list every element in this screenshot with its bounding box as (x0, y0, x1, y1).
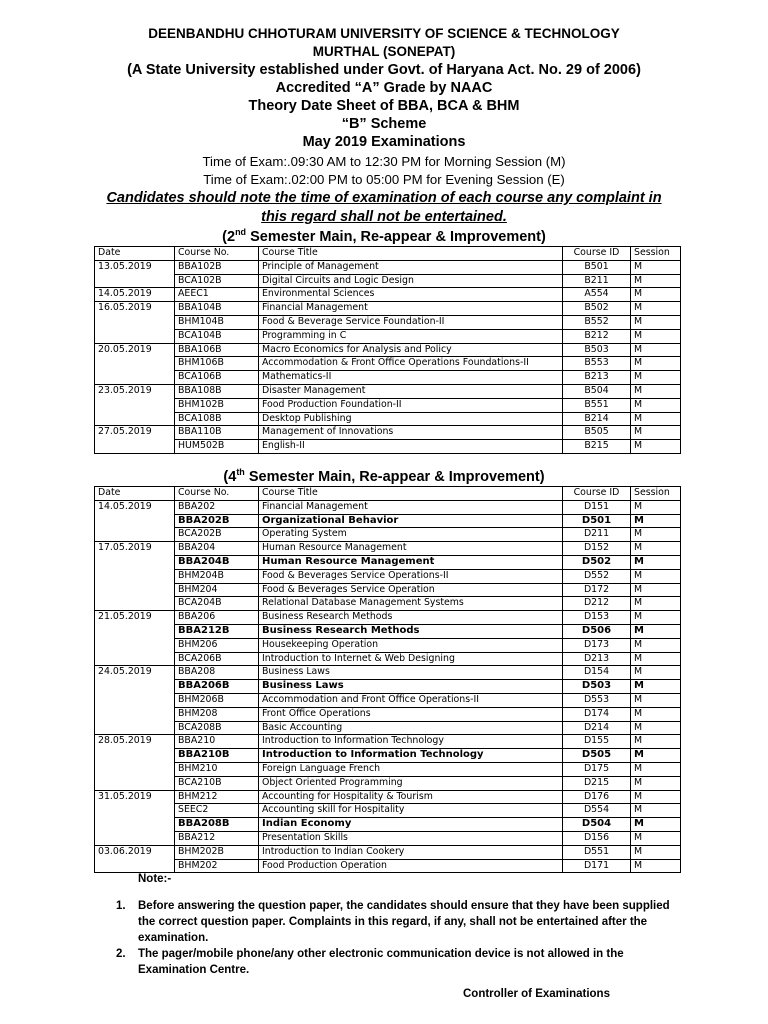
cell-course-title: Food & Beverages Service Operations-II (259, 569, 563, 583)
cell-course-no: AEEC1 (175, 288, 259, 302)
table-row (95, 583, 681, 597)
notes-title: Note:- (138, 873, 172, 885)
cell-course-id: A554 (563, 288, 631, 302)
controller-signature: Controller of Examinations (463, 988, 610, 1000)
cell-course-id: D214 (563, 721, 631, 735)
cell-course-title: Human Resource Management (259, 542, 563, 556)
col-header-session: Session (631, 247, 681, 261)
cell-session: M (631, 859, 681, 873)
cell-date (95, 680, 175, 694)
cell-course-title: Presentation Skills (259, 831, 563, 845)
cell-course-no: BBA208 (175, 666, 259, 680)
cell-course-no: BHM204 (175, 583, 259, 597)
semester-4-table (94, 486, 681, 873)
table-row (95, 652, 681, 666)
cell-course-title: Mathematics-II (259, 371, 563, 385)
cell-date: 27.05.2019 (95, 426, 175, 440)
cell-course-no: BBA206 (175, 611, 259, 625)
cell-session: M (631, 707, 681, 721)
cell-course-title: Human Resource Management (259, 555, 563, 569)
cell-date (95, 693, 175, 707)
cell-course-title: Organizational Behavior (259, 514, 563, 528)
cell-session: M (631, 597, 681, 611)
cell-course-title: Business Laws (259, 680, 563, 694)
cell-session: M (631, 426, 681, 440)
cell-course-title: Environmental Sciences (259, 288, 563, 302)
cell-course-no: BBA212 (175, 831, 259, 845)
cell-course-title: Indian Economy (259, 818, 563, 832)
cell-course-id: D211 (563, 528, 631, 542)
cell-course-title: Business Laws (259, 666, 563, 680)
cell-date: 21.05.2019 (95, 611, 175, 625)
cell-course-id: D173 (563, 638, 631, 652)
cell-session: M (631, 680, 681, 694)
cell-session: M (631, 384, 681, 398)
cell-course-id: B213 (563, 371, 631, 385)
semester-2-heading-sup: nd (235, 227, 247, 237)
cell-date: 13.05.2019 (95, 260, 175, 274)
cell-session: M (631, 790, 681, 804)
datesheet-title: Theory Date Sheet of BBA, BCA & BHM (248, 98, 520, 114)
table-row (95, 804, 681, 818)
exam-session-title: May 2019 Examinations (302, 134, 466, 150)
note-text: The pager/mobile phone/any other electronic communication device is not allowed in the Examination Centre. (138, 948, 624, 976)
cell-course-title: Digital Circuits and Logic Design (259, 274, 563, 288)
table-row (95, 426, 681, 440)
table-row (95, 611, 681, 625)
table-row (95, 343, 681, 357)
cell-course-no: BCA204B (175, 597, 259, 611)
cell-course-no: BCA104B (175, 329, 259, 343)
cell-date (95, 371, 175, 385)
table-row (95, 440, 681, 454)
cell-course-id: B503 (563, 343, 631, 357)
cell-course-title: English-II (259, 440, 563, 454)
col-header-course-title: Course Title (259, 487, 563, 501)
cell-date (95, 583, 175, 597)
notice-line-2: this regard shall not be entertained. (261, 209, 507, 225)
cell-course-id: B214 (563, 412, 631, 426)
cell-date: 24.05.2019 (95, 666, 175, 680)
table-row (95, 707, 681, 721)
col-header-course-title: Course Title (259, 247, 563, 261)
table-row (95, 288, 681, 302)
cell-course-id: D502 (563, 555, 631, 569)
cell-date (95, 638, 175, 652)
cell-date: 17.05.2019 (95, 542, 175, 556)
cell-course-no: BBA210B (175, 749, 259, 763)
cell-course-title: Operating System (259, 528, 563, 542)
cell-session: M (631, 274, 681, 288)
cell-course-title: Accommodation & Front Office Operations Foundations-II (259, 357, 563, 371)
cell-date: 14.05.2019 (95, 500, 175, 514)
cell-session: M (631, 735, 681, 749)
cell-course-no: BCA108B (175, 412, 259, 426)
table-header-row (95, 247, 681, 261)
cell-course-id: D505 (563, 749, 631, 763)
cell-course-no: BCA206B (175, 652, 259, 666)
table-row (95, 624, 681, 638)
cell-course-no: BCA102B (175, 274, 259, 288)
cell-course-title: Relational Database Management Systems (259, 597, 563, 611)
table-row (95, 500, 681, 514)
semester-4-heading-rest: Semester Main, Re-appear & Improvement) (244, 468, 545, 485)
semester-2-table (94, 246, 681, 454)
cell-date (95, 274, 175, 288)
cell-session: M (631, 412, 681, 426)
cell-course-title: Introduction to Information Technology (259, 749, 563, 763)
col-header-course-no: Course No. (175, 247, 259, 261)
cell-session: M (631, 315, 681, 329)
cell-date (95, 555, 175, 569)
cell-course-no: BHM106B (175, 357, 259, 371)
cell-session: M (631, 624, 681, 638)
notice-line-1: Candidates should note the time of examination of each course any complaint in (106, 190, 662, 206)
cell-course-no: BBA206B (175, 680, 259, 694)
table-row (95, 859, 681, 873)
cell-course-no: HUM502B (175, 440, 259, 454)
cell-date (95, 762, 175, 776)
cell-course-no: BHM104B (175, 315, 259, 329)
cell-course-id: D215 (563, 776, 631, 790)
cell-course-title: Introduction to Internet & Web Designing (259, 652, 563, 666)
cell-course-title: Accounting for Hospitality & Tourism (259, 790, 563, 804)
cell-course-title: Management of Innovations (259, 426, 563, 440)
cell-session: M (631, 804, 681, 818)
cell-date (95, 528, 175, 542)
table-row (95, 790, 681, 804)
cell-course-title: Macro Economics for Analysis and Policy (259, 343, 563, 357)
table-row (95, 693, 681, 707)
evening-time-line: Time of Exam:.02:00 PM to 05:00 PM for Evening Session (E) (203, 172, 565, 187)
university-name: DEENBANDHU CHHOTURAM UNIVERSITY OF SCIENCE & TECHNOLOGY (148, 26, 620, 41)
cell-course-id: D156 (563, 831, 631, 845)
cell-session: M (631, 569, 681, 583)
cell-course-no: BHM206 (175, 638, 259, 652)
cell-session: M (631, 500, 681, 514)
cell-course-no: BBA212B (175, 624, 259, 638)
cell-course-title: Financial Management (259, 500, 563, 514)
university-location: MURTHAL (SONEPAT) (312, 44, 456, 59)
cell-session: M (631, 440, 681, 454)
cell-course-title: Housekeeping Operation (259, 638, 563, 652)
note-item (116, 946, 676, 978)
table-row (95, 274, 681, 288)
cell-course-no: BBA106B (175, 343, 259, 357)
cell-course-title: Introduction to Indian Cookery (259, 845, 563, 859)
cell-session: M (631, 583, 681, 597)
cell-course-id: B551 (563, 398, 631, 412)
cell-date (95, 652, 175, 666)
cell-date (95, 315, 175, 329)
semester-4-heading-sup: th (236, 467, 245, 477)
cell-date: 16.05.2019 (95, 302, 175, 316)
cell-course-no: BCA208B (175, 721, 259, 735)
cell-course-title: Business Research Methods (259, 611, 563, 625)
cell-course-no: BBA204B (175, 555, 259, 569)
cell-course-id: D154 (563, 666, 631, 680)
table-row (95, 762, 681, 776)
cell-course-id: D153 (563, 611, 631, 625)
cell-session: M (631, 288, 681, 302)
cell-date (95, 859, 175, 873)
table-row (95, 776, 681, 790)
table-row (95, 597, 681, 611)
establishment-line: (A State University established under Govt. of Haryana Act. No. 29 of 2006) (127, 62, 641, 78)
cell-course-id: D172 (563, 583, 631, 597)
note-text: Before answering the question paper, the candidates should ensure that they have been supplied the correct question paper. Complaints in this regard, if any, shall not be entertained after the examination. (138, 900, 670, 944)
cell-session: M (631, 542, 681, 556)
cell-course-id: D171 (563, 859, 631, 873)
cell-course-id: B552 (563, 315, 631, 329)
table-row (95, 412, 681, 426)
table-row (95, 371, 681, 385)
cell-date (95, 831, 175, 845)
cell-course-no: BBA204 (175, 542, 259, 556)
cell-course-no: BBA108B (175, 384, 259, 398)
cell-course-id: D501 (563, 514, 631, 528)
cell-date (95, 597, 175, 611)
cell-course-id: D551 (563, 845, 631, 859)
cell-session: M (631, 260, 681, 274)
cell-course-id: B502 (563, 302, 631, 316)
notes-list (116, 898, 676, 978)
semester-2-heading-rest: Semester Main, Re-appear & Improvement) (246, 228, 546, 245)
semester-4-heading-open: (4 (223, 468, 237, 485)
table-row (95, 302, 681, 316)
col-header-course-id: Course ID (563, 487, 631, 501)
cell-date (95, 818, 175, 832)
cell-course-id: D213 (563, 652, 631, 666)
table-row (95, 555, 681, 569)
cell-date: 23.05.2019 (95, 384, 175, 398)
cell-course-id: D552 (563, 569, 631, 583)
cell-course-no: BHM212 (175, 790, 259, 804)
cell-course-title: Food & Beverage Service Foundation-II (259, 315, 563, 329)
cell-course-no: BCA210B (175, 776, 259, 790)
cell-course-no: BHM206B (175, 693, 259, 707)
table-row (95, 514, 681, 528)
cell-date: 31.05.2019 (95, 790, 175, 804)
cell-course-title: Object Oriented Programming (259, 776, 563, 790)
cell-course-title: Disaster Management (259, 384, 563, 398)
note-number: 1. (116, 900, 126, 912)
cell-course-title: Food & Beverages Service Operation (259, 583, 563, 597)
cell-course-id: D554 (563, 804, 631, 818)
cell-date (95, 804, 175, 818)
cell-session: M (631, 528, 681, 542)
note-number: 2. (116, 948, 126, 960)
note-item (116, 898, 676, 946)
cell-course-title: Programming in C (259, 329, 563, 343)
cell-course-title: Financial Management (259, 302, 563, 316)
table-row (95, 398, 681, 412)
table-row (95, 357, 681, 371)
cell-course-title: Business Research Methods (259, 624, 563, 638)
col-header-course-no: Course No. (175, 487, 259, 501)
cell-course-id: D212 (563, 597, 631, 611)
semester-4-heading (0, 467, 768, 485)
cell-course-title: Food Production Foundation-II (259, 398, 563, 412)
cell-session: M (631, 329, 681, 343)
cell-session: M (631, 302, 681, 316)
cell-session: M (631, 357, 681, 371)
cell-course-title: Accommodation and Front Office Operations-II (259, 693, 563, 707)
cell-course-title: Basic Accounting (259, 721, 563, 735)
cell-session: M (631, 371, 681, 385)
table-row (95, 721, 681, 735)
cell-date (95, 398, 175, 412)
cell-session: M (631, 652, 681, 666)
cell-course-id: D506 (563, 624, 631, 638)
table-row (95, 384, 681, 398)
cell-course-id: D504 (563, 818, 631, 832)
table-row (95, 260, 681, 274)
cell-session: M (631, 818, 681, 832)
cell-session: M (631, 776, 681, 790)
table-row (95, 329, 681, 343)
cell-course-no: BBA202 (175, 500, 259, 514)
cell-course-title: Front Office Operations (259, 707, 563, 721)
cell-course-id: B505 (563, 426, 631, 440)
table-header-row (95, 487, 681, 501)
table-row (95, 666, 681, 680)
table-row (95, 542, 681, 556)
cell-course-title: Food Production Operation (259, 859, 563, 873)
cell-course-no: BHM204B (175, 569, 259, 583)
cell-course-no: SEEC2 (175, 804, 259, 818)
cell-session: M (631, 398, 681, 412)
cell-course-no: BBA210 (175, 735, 259, 749)
cell-course-id: D152 (563, 542, 631, 556)
accreditation-line: Accredited “A” Grade by NAAC (275, 80, 493, 96)
cell-course-id: B215 (563, 440, 631, 454)
col-header-date: Date (95, 247, 175, 261)
cell-course-no: BCA106B (175, 371, 259, 385)
semester-2-heading (0, 227, 768, 245)
cell-session: M (631, 555, 681, 569)
cell-session: M (631, 666, 681, 680)
cell-course-id: B504 (563, 384, 631, 398)
cell-course-no: BBA208B (175, 818, 259, 832)
cell-course-id: D553 (563, 693, 631, 707)
table-row (95, 638, 681, 652)
cell-session: M (631, 721, 681, 735)
table-row (95, 749, 681, 763)
table-row (95, 818, 681, 832)
cell-course-title: Principle of Management (259, 260, 563, 274)
cell-date (95, 624, 175, 638)
cell-course-id: D151 (563, 500, 631, 514)
cell-date (95, 569, 175, 583)
cell-course-no: BHM202B (175, 845, 259, 859)
cell-date: 03.06.2019 (95, 845, 175, 859)
cell-date (95, 329, 175, 343)
table-row (95, 528, 681, 542)
cell-date (95, 721, 175, 735)
scheme-line: “B” Scheme (341, 116, 427, 132)
morning-time-line: Time of Exam:.09:30 AM to 12:30 PM for Morning Session (M) (202, 154, 566, 169)
cell-session: M (631, 749, 681, 763)
col-header-course-id: Course ID (563, 247, 631, 261)
cell-date: 20.05.2019 (95, 343, 175, 357)
cell-session: M (631, 343, 681, 357)
cell-course-id: D175 (563, 762, 631, 776)
cell-course-no: BHM102B (175, 398, 259, 412)
cell-date (95, 707, 175, 721)
table-row (95, 315, 681, 329)
cell-course-no: BBA104B (175, 302, 259, 316)
cell-course-no: BHM202 (175, 859, 259, 873)
cell-session: M (631, 611, 681, 625)
cell-course-title: Foreign Language French (259, 762, 563, 776)
col-header-session: Session (631, 487, 681, 501)
cell-course-title: Accounting skill for Hospitality (259, 804, 563, 818)
cell-date: 28.05.2019 (95, 735, 175, 749)
cell-course-no: BBA202B (175, 514, 259, 528)
cell-date (95, 776, 175, 790)
cell-date (95, 412, 175, 426)
cell-course-title: Desktop Publishing (259, 412, 563, 426)
cell-course-no: BHM210 (175, 762, 259, 776)
cell-course-id: B553 (563, 357, 631, 371)
cell-date (95, 514, 175, 528)
semester-2-heading-open: (2 (222, 228, 236, 245)
cell-session: M (631, 638, 681, 652)
cell-session: M (631, 514, 681, 528)
cell-course-id: B211 (563, 274, 631, 288)
cell-course-no: BHM208 (175, 707, 259, 721)
table-row (95, 680, 681, 694)
cell-course-id: D174 (563, 707, 631, 721)
cell-date (95, 440, 175, 454)
cell-session: M (631, 693, 681, 707)
col-header-date: Date (95, 487, 175, 501)
cell-course-no: BBA102B (175, 260, 259, 274)
cell-session: M (631, 831, 681, 845)
table-row (95, 831, 681, 845)
table-row (95, 569, 681, 583)
cell-date (95, 749, 175, 763)
table-row (95, 735, 681, 749)
cell-course-title: Introduction to Information Technology (259, 735, 563, 749)
cell-course-id: D503 (563, 680, 631, 694)
cell-date (95, 357, 175, 371)
cell-session: M (631, 762, 681, 776)
cell-course-id: D155 (563, 735, 631, 749)
cell-session: M (631, 845, 681, 859)
cell-course-no: BBA110B (175, 426, 259, 440)
cell-course-id: B212 (563, 329, 631, 343)
table-row (95, 845, 681, 859)
cell-date: 14.05.2019 (95, 288, 175, 302)
cell-course-id: B501 (563, 260, 631, 274)
cell-course-id: D176 (563, 790, 631, 804)
cell-course-no: BCA202B (175, 528, 259, 542)
